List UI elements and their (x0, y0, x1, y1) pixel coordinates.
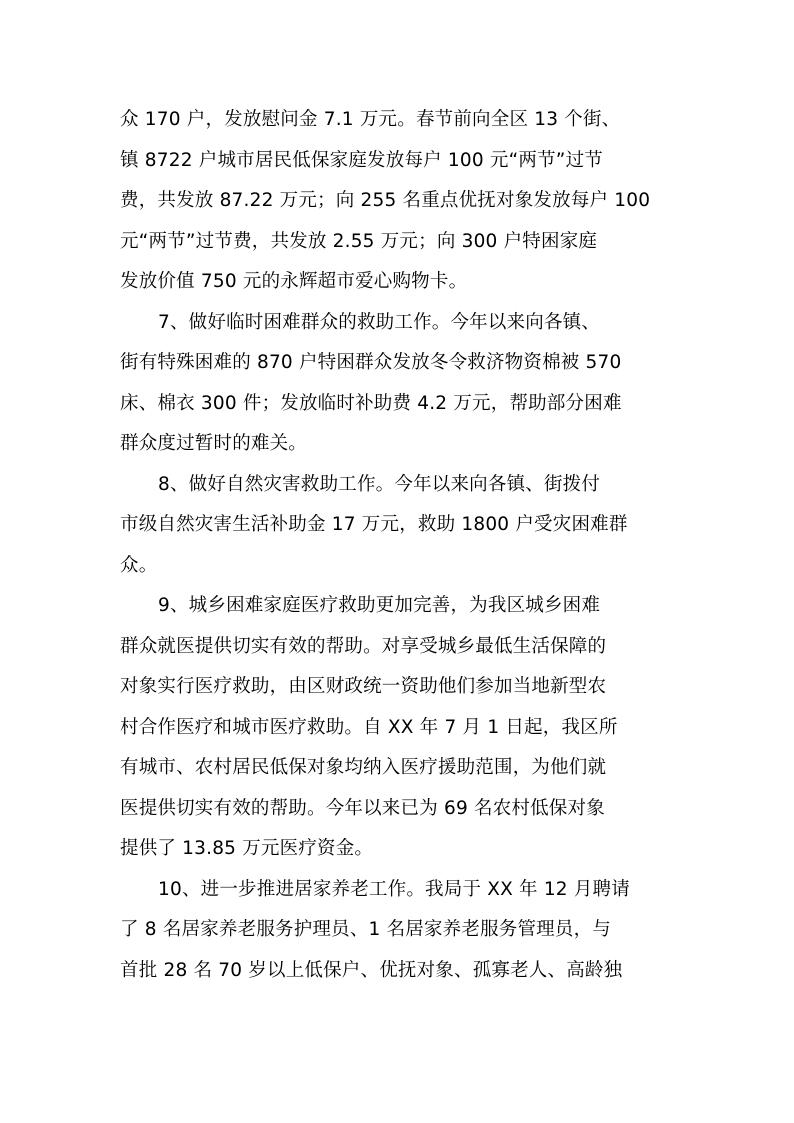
paragraph-start-line: 10、进一步推进居家养老工作。我局于 XX 年 12 月聘请 (158, 878, 630, 900)
text-line: 首批 28 名 70 岁以上低保户、优抚对象、孤寡老人、高龄独 (120, 959, 623, 981)
text-line: 发放价值 750 元的永辉超市爱心购物卡。 (120, 271, 468, 292)
text-line: 有城市、农村居民低保对象均纳入医疗援助范围，为他们就 (120, 757, 607, 778)
text-line: 了 8 名居家养老服务护理员、1 名居家养老服务管理员，与 (120, 919, 611, 940)
text-line: 提供了 13.85 万元医疗资金。 (120, 838, 374, 859)
text-line: 对象实行医疗救助，由区财政统一资助他们参加当地新型农 (120, 676, 607, 697)
text-line: 医提供切实有效的帮助。今年以来已为 69 名农村低保对象 (120, 797, 605, 819)
text-line: 市级自然灾害生活补助金 17 万元，救助 1800 户受灾困难群 (120, 514, 628, 535)
text-line: 床、棉衣 300 件；发放临时补助费 4.2 万元，帮助部分困难 (120, 392, 622, 414)
text-line: 群众度过暂时的难关。 (120, 433, 308, 454)
body-text (120, 100, 680, 991)
text-line: 镇 8722 户城市居民低保家庭发放每户 100 元“两节”过节 (120, 149, 603, 171)
paragraph-start-line: 8、做好自然灾害救助工作。今年以来向各镇、街拨付 (158, 473, 601, 495)
text-line: 群众就医提供切实有效的帮助。对享受城乡最低生活保障的 (120, 635, 607, 657)
text-line: 费，共发放 87.22 万元；向 255 名重点优抚对象发放每户 100 (120, 190, 651, 211)
text-line: 街有特殊困难的 870 户特困群众发放冬令救济物资棉被 570 (120, 352, 622, 373)
paragraph-start-line: 9、城乡困难家庭医疗救助更加完善，为我区城乡困难 (158, 595, 601, 616)
paragraph-start-line: 7、做好临时困难群众的救助工作。今年以来向各镇、 (158, 311, 601, 333)
text-line: 元“两节”过节费，共发放 2.55 万元；向 300 户特困家庭 (120, 230, 598, 252)
text-line: 村合作医疗和城市医疗救助。自 XX 年 7 月 1 日起，我区所 (120, 716, 618, 738)
text-line: 众。 (120, 554, 158, 576)
text-line: 众 170 户，发放慰问金 7.1 万元。春节前向全区 13 个街、 (120, 109, 621, 130)
